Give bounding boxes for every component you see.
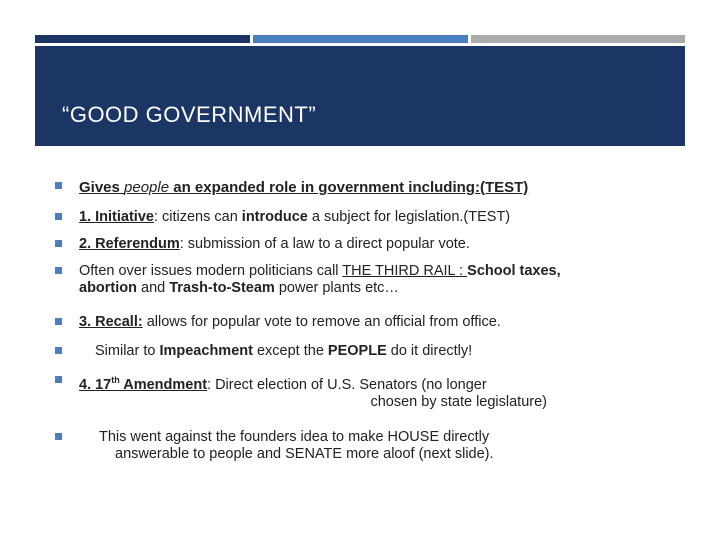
bullet-square-icon	[55, 182, 62, 189]
slide-title: “GOOD GOVERNMENT”	[62, 102, 317, 127]
bullet-square-icon	[55, 318, 62, 325]
bullet-1-text: Gives people an expanded role in government including:(TEST)	[79, 179, 529, 196]
bullet-square-icon	[55, 347, 62, 354]
recall-label: 3. Recall:	[79, 314, 143, 330]
amendment-label: 4. 17th Amendment	[79, 375, 208, 393]
accent-bar-gray	[471, 35, 685, 43]
accent-bar-dark	[35, 35, 250, 43]
bullet-7: 4. 17th Amendment: Direct election of U.S. Senators (no longer chosen by state legislature)	[55, 372, 575, 411]
initiative-label: 1. Initiative	[79, 209, 154, 225]
bullet-8: This went against the founders idea to make HOUSE directly answerable to people and SENATE more aloof (next slide).	[55, 429, 575, 463]
accent-bars	[35, 35, 685, 43]
referendum-label: 2. Referendum	[79, 236, 180, 252]
bullet-square-icon	[55, 433, 62, 440]
bullet-6: Similar to Impeachment except the PEOPLE do it directly!	[55, 343, 575, 360]
bullet-3: 2. Referendum: submission of a law to a direct popular vote.	[55, 236, 575, 253]
bullet-1	[55, 178, 575, 197]
accent-bar-blue	[253, 35, 468, 43]
bullet-5: 3. Recall: allows for popular vote to remove an official from office.	[55, 314, 575, 331]
bullet-square-icon	[55, 376, 62, 383]
third-rail-label: THE THIRD RAIL :	[342, 263, 468, 279]
title-band	[35, 46, 685, 146]
bullet-list	[55, 178, 575, 463]
bullet-4: Often over issues modern politicians call THE THIRD RAIL : School taxes, abortion and Trash-to-Steam power plants etc…	[55, 263, 575, 297]
bullet-square-icon	[55, 240, 62, 247]
bullet-2: 1. Initiative: citizens can introduce a subject for legislation.(TEST)	[55, 209, 575, 226]
bullet-square-icon	[55, 267, 62, 274]
bullet-square-icon	[55, 213, 62, 220]
